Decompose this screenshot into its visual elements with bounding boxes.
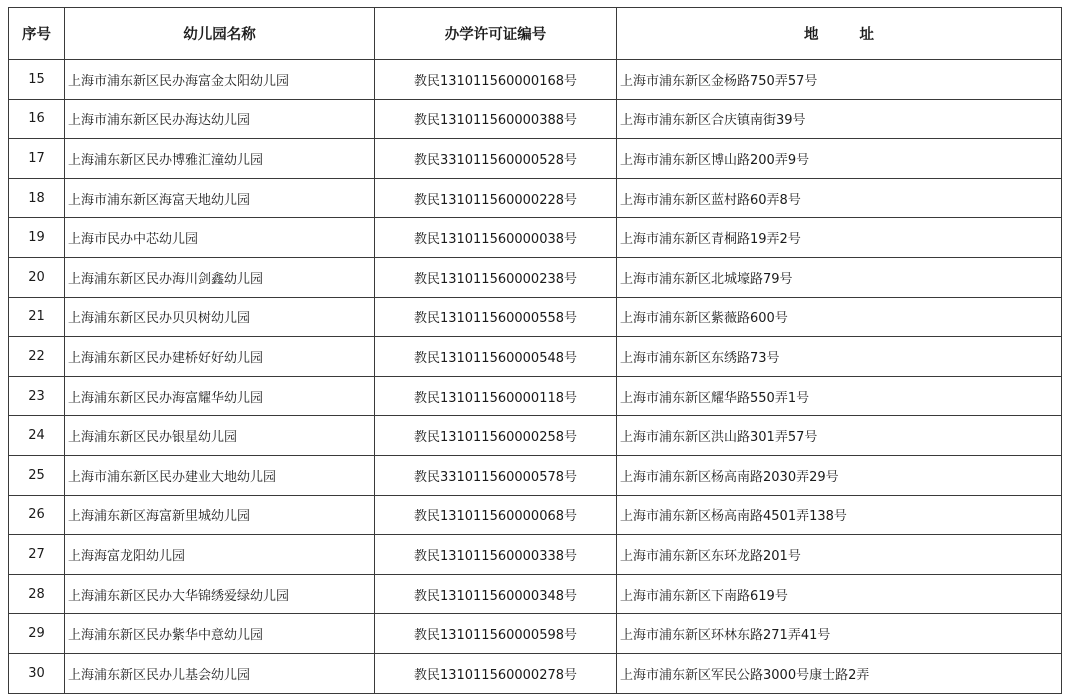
kindergarten-license-table: [8, 7, 1062, 694]
kindergarten-name-cell: 上海浦东新区民办贝贝树幼儿园: [65, 297, 375, 337]
license-number-cell: 教民131011560000388号: [375, 99, 617, 139]
table-row: [9, 99, 1062, 139]
serial-number-cell: 26: [9, 495, 65, 535]
license-number-cell: 教民131011560000038号: [375, 218, 617, 258]
serial-number-cell: 27: [9, 535, 65, 575]
license-number-cell: 教民131011560000118号: [375, 376, 617, 416]
address-cell: 上海市浦东新区东绣路73号: [617, 337, 1062, 377]
table-row: [9, 574, 1062, 614]
kindergarten-name-cell: 上海浦东新区海富新里城幼儿园: [65, 495, 375, 535]
table-row: [9, 535, 1062, 575]
header-serial-number: 序号: [9, 8, 65, 60]
kindergarten-name-cell: 上海市民办中芯幼儿园: [65, 218, 375, 258]
kindergarten-name-cell: 上海浦东新区民办建桥好好幼儿园: [65, 337, 375, 377]
table-body: [9, 60, 1062, 694]
table-row: [9, 653, 1062, 693]
address-cell: 上海市浦东新区杨高南路2030弄29号: [617, 455, 1062, 495]
kindergarten-name-cell: 上海浦东新区民办儿基会幼儿园: [65, 653, 375, 693]
header-address-label: 地 址: [803, 27, 893, 43]
address-cell: 上海市浦东新区环林东路271弄41号: [617, 614, 1062, 654]
serial-number-cell: 30: [9, 653, 65, 693]
table-row: [9, 139, 1062, 179]
table-row: [9, 495, 1062, 535]
kindergarten-name-cell: 上海浦东新区民办银星幼儿园: [65, 416, 375, 456]
serial-number-cell: 20: [9, 257, 65, 297]
license-number-cell: 教民131011560000238号: [375, 257, 617, 297]
license-number-cell: 教民131011560000558号: [375, 297, 617, 337]
license-number-cell: 教民131011560000598号: [375, 614, 617, 654]
kindergarten-name-cell: 上海浦东新区民办海富耀华幼儿园: [65, 376, 375, 416]
serial-number-cell: 18: [9, 178, 65, 218]
license-number-cell: 教民131011560000338号: [375, 535, 617, 575]
license-number-cell: 教民131011560000258号: [375, 416, 617, 456]
address-cell: 上海市浦东新区金杨路750弄57号: [617, 60, 1062, 100]
table-row: [9, 257, 1062, 297]
license-number-cell: 教民331011560000528号: [375, 139, 617, 179]
table-row: [9, 455, 1062, 495]
address-cell: 上海市浦东新区合庆镇南街39号: [617, 99, 1062, 139]
table-row: [9, 297, 1062, 337]
serial-number-cell: 28: [9, 574, 65, 614]
serial-number-cell: 21: [9, 297, 65, 337]
license-number-cell: 教民131011560000548号: [375, 337, 617, 377]
address-cell: 上海市浦东新区博山路200弄9号: [617, 139, 1062, 179]
serial-number-cell: 19: [9, 218, 65, 258]
address-cell: 上海市浦东新区北城壕路79号: [617, 257, 1062, 297]
serial-number-cell: 23: [9, 376, 65, 416]
license-number-cell: 教民131011560000348号: [375, 574, 617, 614]
kindergarten-name-cell: 上海浦东新区民办紫华中意幼儿园: [65, 614, 375, 654]
kindergarten-name-cell: 上海市浦东新区海富天地幼儿园: [65, 178, 375, 218]
serial-number-cell: 29: [9, 614, 65, 654]
kindergarten-license-table-sheet: [8, 7, 1061, 694]
table-row: [9, 178, 1062, 218]
address-cell: 上海市浦东新区杨高南路4501弄138号: [617, 495, 1062, 535]
address-cell: 上海市浦东新区青桐路19弄2号: [617, 218, 1062, 258]
kindergarten-name-cell: 上海市浦东新区民办海达幼儿园: [65, 99, 375, 139]
serial-number-cell: 22: [9, 337, 65, 377]
address-cell: 上海市浦东新区洪山路301弄57号: [617, 416, 1062, 456]
header-license-number: 办学许可证编号: [375, 8, 617, 60]
license-number-cell: 教民131011560000228号: [375, 178, 617, 218]
kindergarten-name-cell: 上海市浦东新区民办海富金太阳幼儿园: [65, 60, 375, 100]
kindergarten-name-cell: 上海市浦东新区民办建业大地幼儿园: [65, 455, 375, 495]
kindergarten-name-cell: 上海浦东新区民办海川剑鑫幼儿园: [65, 257, 375, 297]
serial-number-cell: 25: [9, 455, 65, 495]
table-header-row: [9, 8, 1062, 60]
table-row: [9, 376, 1062, 416]
license-number-cell: 教民131011560000168号: [375, 60, 617, 100]
table-row: [9, 614, 1062, 654]
serial-number-cell: 16: [9, 99, 65, 139]
serial-number-cell: 24: [9, 416, 65, 456]
table-row: [9, 337, 1062, 377]
kindergarten-name-cell: 上海浦东新区民办博雅汇潼幼儿园: [65, 139, 375, 179]
table-row: [9, 218, 1062, 258]
kindergarten-name-cell: 上海浦东新区民办大华锦绣爱绿幼儿园: [65, 574, 375, 614]
address-cell: 上海市浦东新区耀华路550弄1号: [617, 376, 1062, 416]
address-cell: 上海市浦东新区蓝村路60弄8号: [617, 178, 1062, 218]
address-cell: 上海市浦东新区军民公路3000号康士路2弄: [617, 653, 1062, 693]
license-number-cell: 教民131011560000068号: [375, 495, 617, 535]
serial-number-cell: 15: [9, 60, 65, 100]
table-row: [9, 416, 1062, 456]
address-cell: 上海市浦东新区紫薇路600号: [617, 297, 1062, 337]
license-number-cell: 教民331011560000578号: [375, 455, 617, 495]
header-address: [617, 8, 1062, 60]
kindergarten-name-cell: 上海海富龙阳幼儿园: [65, 535, 375, 575]
address-cell: 上海市浦东新区下南路619号: [617, 574, 1062, 614]
serial-number-cell: 17: [9, 139, 65, 179]
table-row: [9, 60, 1062, 100]
address-cell: 上海市浦东新区东环龙路201号: [617, 535, 1062, 575]
license-number-cell: 教民131011560000278号: [375, 653, 617, 693]
header-kindergarten-name: 幼儿园名称: [65, 8, 375, 60]
